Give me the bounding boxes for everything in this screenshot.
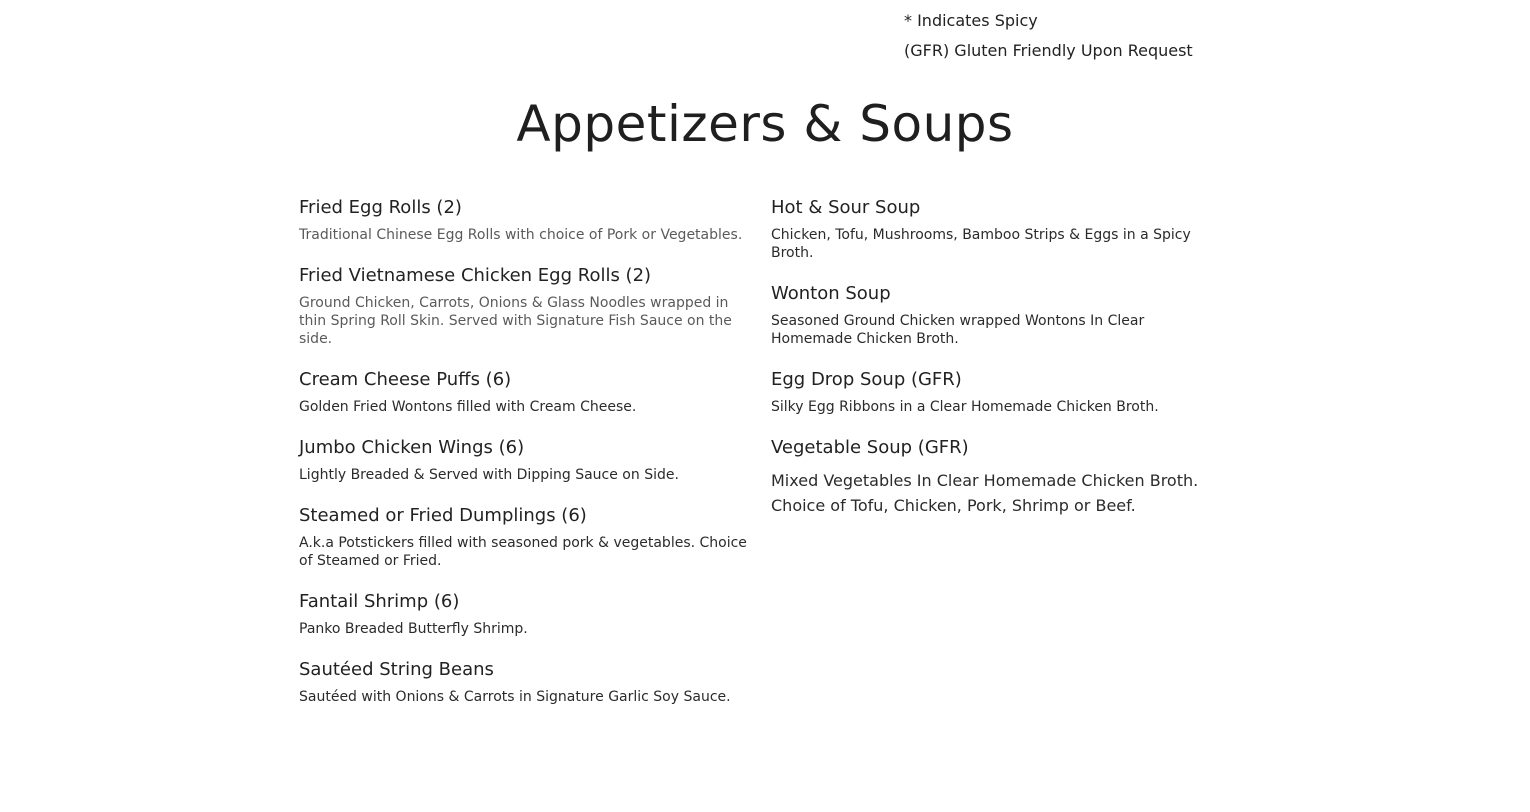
menu-item-name: Jumbo Chicken Wings (6) bbox=[299, 437, 525, 458]
menu-legend bbox=[904, 6, 1193, 66]
menu-item-description: Panko Breaded Butterfly Shrimp. bbox=[299, 621, 528, 637]
gfr-legend-text: (GFR) Gluten Friendly Upon Request bbox=[904, 41, 1193, 60]
menu-item-name: Fantail Shrimp (6) bbox=[299, 591, 460, 612]
menu-item-description: Lightly Breaded & Served with Dipping Sauce on Side. bbox=[299, 467, 679, 483]
menu-item bbox=[299, 196, 749, 244]
menu-item-name: Egg Drop Soup (GFR) bbox=[771, 369, 962, 390]
menu-item-name: Steamed or Fried Dumplings (6) bbox=[299, 505, 587, 526]
menu-item bbox=[299, 658, 749, 706]
menu-item-name: Vegetable Soup (GFR) bbox=[771, 437, 969, 458]
menu-item-description: Golden Fried Wontons filled with Cream Cheese. bbox=[299, 399, 637, 415]
menu-item bbox=[299, 368, 749, 416]
menu-item-description: Mixed Vegetables In Clear Homemade Chicken Broth. Choice of Tofu, Chicken, Pork, Shrimp or Beef. bbox=[771, 471, 1199, 515]
menu-item-description: Traditional Chinese Egg Rolls with choice of Pork or Vegetables. bbox=[299, 227, 743, 243]
menu-item-name: Fried Vietnamese Chicken Egg Rolls (2) bbox=[299, 265, 652, 286]
section-title: Appetizers & Soups bbox=[516, 95, 1014, 153]
menu-item-description: Seasoned Ground Chicken wrapped Wontons In Clear Homemade Chicken Broth. bbox=[771, 313, 1145, 347]
appetizers-column bbox=[299, 196, 749, 726]
menu-item bbox=[771, 436, 1211, 518]
menu-item-name: Hot & Sour Soup bbox=[771, 197, 921, 218]
menu-item bbox=[299, 504, 749, 570]
menu-item-name: Cream Cheese Puffs (6) bbox=[299, 369, 512, 390]
soups-column bbox=[771, 196, 1211, 538]
menu-item bbox=[299, 436, 749, 484]
menu-item-name: Fried Egg Rolls (2) bbox=[299, 197, 462, 218]
menu-item bbox=[299, 264, 749, 348]
menu-item-description: Chicken, Tofu, Mushrooms, Bamboo Strips & Eggs in a Spicy Broth. bbox=[771, 227, 1191, 261]
menu-item-description: Sautéed with Onions & Carrots in Signature Garlic Soy Sauce. bbox=[299, 689, 731, 705]
menu-item-description: Ground Chicken, Carrots, Onions & Glass Noodles wrapped in thin Spring Roll Skin. Served with Signature Fish Sauce on the side. bbox=[299, 295, 732, 347]
menu-item bbox=[771, 368, 1211, 416]
menu-item-description: A.k.a Potstickers filled with seasoned pork & vegetables. Choice of Steamed or Fried. bbox=[299, 535, 747, 569]
menu-item bbox=[771, 196, 1211, 262]
spicy-legend-text: * Indicates Spicy bbox=[904, 11, 1038, 30]
menu-item-description: Silky Egg Ribbons in a Clear Homemade Chicken Broth. bbox=[771, 399, 1159, 415]
menu-item bbox=[771, 282, 1211, 348]
menu-item bbox=[299, 590, 749, 638]
menu-item-name: Wonton Soup bbox=[771, 283, 891, 304]
menu-item-name: Sautéed String Beans bbox=[299, 659, 494, 680]
